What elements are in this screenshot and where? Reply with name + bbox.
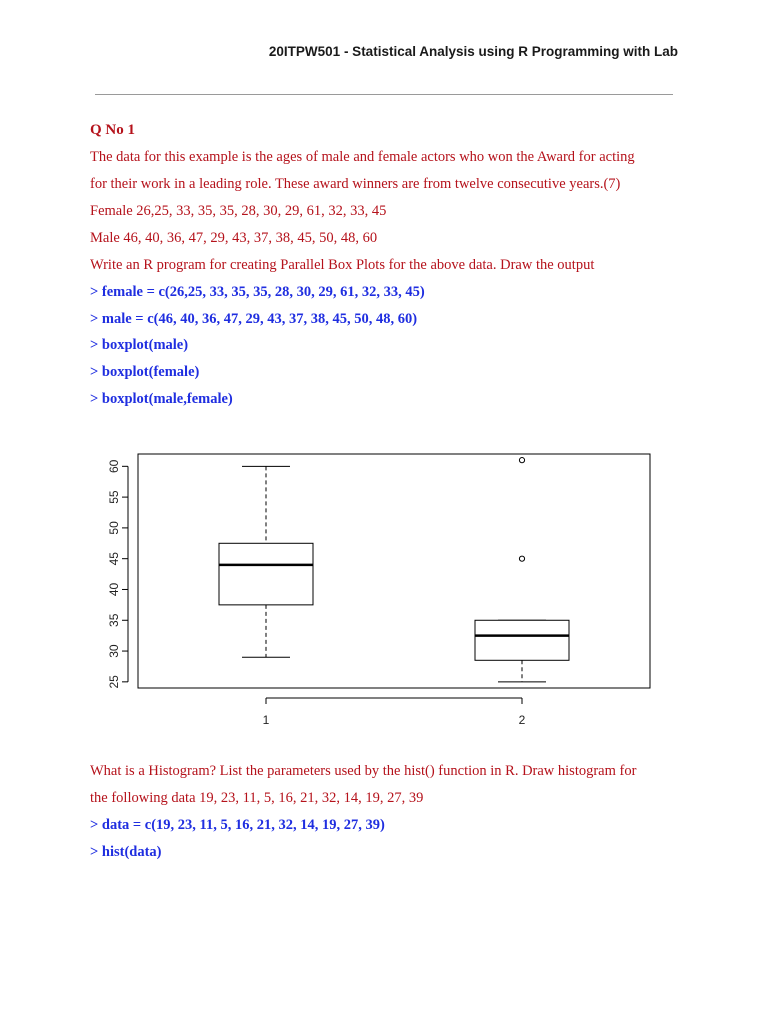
code-line: > boxplot(female) [90,364,200,380]
female-data-line: Female 26,25, 33, 35, 35, 28, 30, 29, 61, 32, 33, 45 [90,203,387,219]
outlier-point [519,556,524,561]
code-line: > male = c(46, 40, 36, 47, 29, 43, 37, 38, 45, 50, 48, 60) [90,311,418,327]
y-tick-label: 30 [107,644,121,658]
y-tick-label: 50 [107,521,121,535]
header-rule [95,94,673,95]
histogram-code-line: > data = c(19, 23, 11, 5, 16, 21, 32, 14, 19, 27, 39) [90,817,385,833]
histogram-question-line: the following data 19, 23, 11, 5, 16, 21, 32, 14, 19, 27, 39 [90,790,424,806]
outlier-point [519,458,524,463]
page-header: 20ITPW501 - Statistical Analysis using R Programming with Lab [268,44,678,59]
y-tick-label: 35 [107,613,121,627]
question-text-line: Write an R program for creating Parallel Box Plots for the above data. Draw the output [90,257,595,273]
y-tick-label: 60 [107,459,121,473]
code-line: > female = c(26,25, 33, 35, 35, 28, 30, 29, 61, 32, 33, 45) [90,284,425,300]
boxplot-chart [90,442,670,732]
y-tick-label: 25 [107,675,121,689]
box-iqr [475,620,569,660]
histogram-question-line: What is a Histogram? List the parameters used by the hist() function in R. Draw histogram for [90,763,637,779]
box-iqr [219,543,313,605]
y-tick-label: 45 [107,552,121,566]
code-line: > boxplot(male) [90,337,189,353]
histogram-code-line: > hist(data) [90,844,162,860]
code-line: > boxplot(male,female) [90,391,233,407]
x-tick-label: 2 [518,713,526,727]
y-tick-label: 55 [107,490,121,504]
question-text-line: The data for this example is the ages of male and female actors who won the Award for acting [90,149,635,165]
y-tick-label: 40 [107,582,121,597]
question-text-line: for their work in a leading role. These award winners are from twelve consecutive years.(7) [90,176,621,192]
question-number: Q No 1 [90,122,135,138]
male-data-line: Male 46, 40, 36, 47, 29, 43, 37, 38, 45, 50, 48, 60 [90,230,378,246]
x-tick-label: 1 [262,713,270,727]
plot-frame [138,454,650,688]
